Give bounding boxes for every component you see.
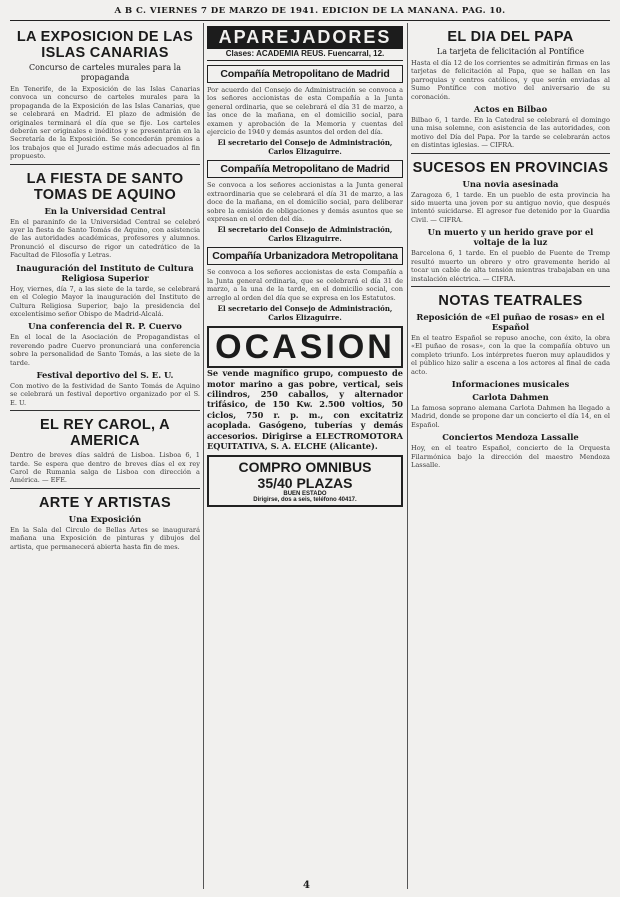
urbanizadora-notice-title: Compañía Urbanizadora Metropolitana [207,247,403,265]
ocasion-ad-body: Se vende magnífico grupo, compuesto de motor marino a gas pobre, vertical, seis cilindros, 250 caballos, y alternador trifásico, de 150 Kw. 2.500 voltios, 50 ciclos, 750 r. p. m., con excitatriz acoplada. Gasógeno, tuberías y demás accesorios. Dirigirse a ELECTROMOTORA EQUITATIVA, S. A. ELCHE (Alicante). [207,368,403,451]
santo-tomas-subhead: En la Universidad Central [44,205,166,216]
arte-body: En la Sala del Circulo de Bellas Artes se inaugurará mañana una Exposición de pinturas y dibujos del artista, que permanecerá abierta hasta fin de mes. [10,525,200,551]
instituto-subhead: Inauguración del Instituto de Cultura Religiosa Superior [16,262,194,283]
arte-subhead: Una Exposición [68,513,142,524]
sucesos-subhead: Una novia asesinada [462,178,559,189]
bilbao-subhead: Actos en Bilbao [473,104,548,115]
page-number: 4 [303,880,310,891]
sucesos-body: Zaragoza 6, 1 tarde. En un pueblo de esta provincia ha sido muerta una joven por su antiguo novio, que después intentó suicidarse. El agresor fue detenido por la Guardia Civil. — CIFRA. [411,190,610,224]
omnibus-ad-seats: 35/40 PLAZAS [257,475,353,492]
column-right [411,23,610,891]
dia-papa-headline: EL DIA DEL PAPA [447,29,574,45]
ocasion-ad-title: OCASION [207,326,403,368]
santo-tomas-body: En el paraninfo de la Universidad Central se celebró ayer la fiesta de Santo Tomás de Aquino, con asistencia de las autoridades académicas, profesores y alumnos. Pronunció el discurso de rigor un catedrático de la Facultad de Filosofía y Letras. [10,217,200,260]
dahmen-subhead: Carlota Dahmen [472,391,549,402]
conferencia-body: En el local de la Asociación de Propagandistas el reverendo padre Cuervo pronunciará una conferencia sobre la personalidad de Santo Tomás, a las siete de la tarde. [10,333,200,367]
newspaper-page [10,6,610,891]
festival-subhead: Festival deportivo del S. E. U. [36,369,174,380]
canarias-body: En Tenerife, de la Exposición de las Islas Canarias convoca un concurso de carteles murales para la propaganda de la Exposición de las Islas Canarias, que se celebrará en Madrid. El plazo de admisión de originales terminará el día que se fije. Los carteles deberán ser originales e inéditos y se presentarán en la Secretaría de la Exposición. Se concederán premios a los trabajos que el Jurado estime más adecuados al fin propuesto. [10,85,200,161]
divider [10,488,200,489]
rey-carol-headline: EL REY CAROL, A AMERICA [40,417,170,450]
metropolitano-notice-2-signature: El secretario del Consejo de Administración, Carlos Elizaguirre. [217,225,393,244]
metropolitano-notice-1-title: Compañía Metropolitano de Madrid [207,65,403,83]
metropolitano-notice-1-signature: El secretario del Consejo de Administración, Carlos Elizaguirre. [217,138,393,157]
notas-teatrales-subhead: Reposición de «El puñao de rosas» en el Español [416,311,605,332]
divider [411,286,610,287]
metropolitano-notice-1-body: Por acuerdo del Consejo de Administración se convoca a los señores accionistas de esta Compañía a la Junta general ordinaria, que se celebrará el día 31 de marzo, a las once de la mañana, en el domicilio social, para examen y aprobación de la Memoria y cuentas del ejercicio de 1940 y demás asuntos del orden del día. [207,86,403,137]
arte-headline: ARTE Y ARTISTAS [38,494,172,511]
aparejadores-ad: APAREJADORES [207,26,403,49]
notas-teatrales-headline: NOTAS TEATRALES [438,292,583,309]
rey-carol-body: Dentro de breves días saldrá de Lisboa. Lisboa 6, 1 tarde. Se espera que dentro de breves días el ex rey Carol de Rumania salga de Lisboa con dirección a América. — EFE. [10,451,200,485]
metropolitano-notice-2-body: Se convoca a los señores accionistas a la Junta general extraordinaria que se celebrará el día 31 de marzo, a las doce de la mañana, en el domicilio social, para deliberar sobre la emisión de obligaciones y demás asuntos que se expresan en el orden del día. [207,181,403,224]
muerto-subhead: Un muerto y un herido grave por el voltaje de la luz [427,227,594,248]
omnibus-ad-condition: BUEN ESTADO [283,491,327,498]
canarias-headline: LA EXPOSICION DE LAS ISLAS CANARIAS [16,29,194,61]
lassalle-subhead: Conciertos Mendoza Lassalle [442,432,579,443]
divider [411,153,610,154]
divider [10,410,200,411]
santo-tomas-headline: LA FIESTA DE SANTO TOMAS DE AQUINO [26,170,184,203]
instituto-body: Hoy, viernes, día 7, a las siete de la tarde, se celebrará en el Colegio Mayor la inauguración del Instituto de Cultura Religiosa Superior, bajo la presidencia del excelentísimo señor Obispo de Madrid-Alcalá. [10,284,200,318]
omnibus-ad-title: COMPRO OMNIBUS [238,459,372,476]
informaciones-musicales-subhead: Informaciones musicales [451,378,570,389]
canarias-subhead: Concurso de carteles murales para la propaganda [28,63,181,82]
omnibus-ad-address: Dirigirse, dos a seis, teléfono 40417. [253,497,357,504]
metropolitano-notice-2-title: Compañía Metropolitano de Madrid [207,160,403,178]
bilbao-body: Bilbao 6, 1 tarde. En la Catedral se celebrará el domingo una misa solemne, con asistencia de las autoridades, con motivo del Día del Papa. Por la tarde se celebrarán actos en distintas iglesias. — CIFRA. [411,116,610,150]
column-left [10,23,200,891]
divider [10,164,200,165]
conferencia-subhead: Una conferencia del R. P. Cuervo [28,321,182,332]
dahmen-body: La famosa soprano alemana Carlota Dahmen ha llegado a Madrid, donde se propone dar un concierto el día 14, en el Español. [411,403,610,429]
notas-teatrales-body: En el teatro Español se repuso anoche, con éxito, la obra «El puñao de rosas», con la que la compañía obtuvo un completo triunfo. Los intérpretes fueron muy aplaudidos y el público hizo salir a escena a los actores al final de cada acto. [411,333,610,376]
urbanizadora-notice-body: Se convoca a los señores accionistas de esta Compañía a la Junta general ordinaria, que se celebrará el día 31 de marzo, a la una de la tarde, en el domicilio social, con arreglo al orden del día que se expresa en los Estatutos. [207,268,403,302]
column-center [207,23,403,891]
urbanizadora-notice-signature: El secretario del Consejo de Administración, Carlos Elizaguirre. [217,304,393,323]
sucesos-headline: SUCESOS EN PROVINCIAS [412,159,609,176]
omnibus-ad [207,455,403,507]
dia-papa-subhead: La tarjeta de felicitación al Pontífice [436,47,585,56]
dia-papa-body: Hasta el día 12 de los corrientes se admitirán firmas en las tarjetas de felicitación al Papa, que se hallan en las parroquias y centros católicos, y que serán enviadas al Sumo Pontífice con motivo del aniversario de su coronación. [411,59,610,101]
academia-reus-ad: Clases: ACADEMIA REUS. Fuencarral, 12. [207,49,403,61]
festival-body: Con motivo de la festividad de Santo Tomás de Aquino se celebrará un festival deportivo organizado por el S. E. U. [10,381,200,407]
lassalle-body: Hoy, en el teatro Español, concierto de la Orquesta Filarmónica bajo la dirección del maestro Mendoza Lassalle. [411,444,610,469]
page-header: A B C. VIERNES 7 DE MARZO DE 1941. EDICION DE LA MAÑANA. PAG. 10. [10,6,610,21]
muerto-body: Barcelona 6, 1 tarde. En el pueblo de Fuente de Tremp resultó muerto un obrero y otro gravemente herido al tocar un cable de alta tensión mientras trabajaban en una instalación eléctrica. — CIFRA. [411,249,610,283]
